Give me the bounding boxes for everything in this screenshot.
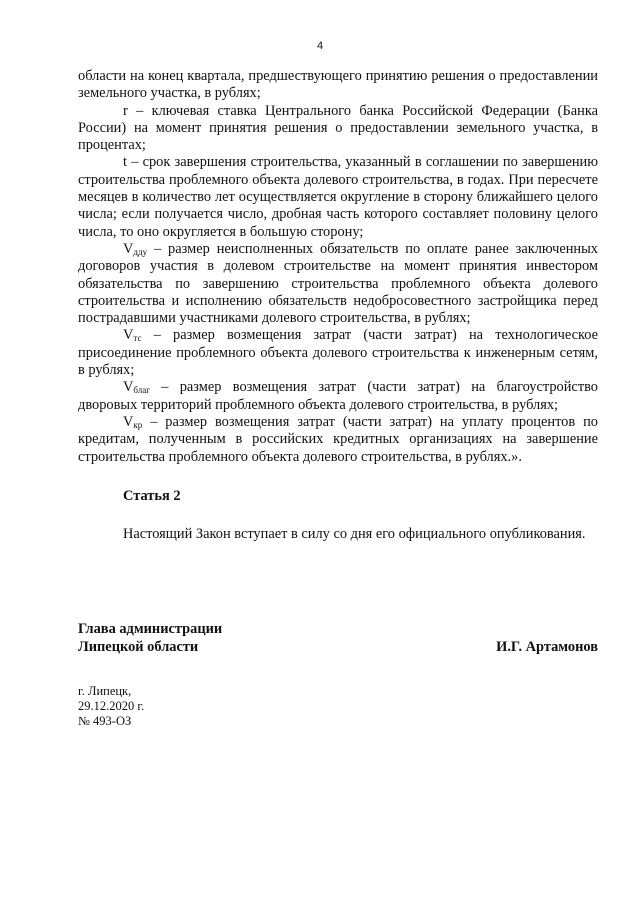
paragraph-vts-definition bbox=[78, 327, 598, 379]
footer-date: 29.12.2020 г. bbox=[78, 699, 145, 713]
paragraph-vblag-definition bbox=[78, 379, 598, 414]
variable-subscript: благ bbox=[133, 385, 150, 396]
footer-law-number: № 493-ОЗ bbox=[78, 714, 132, 728]
definition-text: – размер неисполненных обязательств по оплате ранее заключенных договоров участия в долевом строительстве на момент принятия инвестором обязательства по завершению строительства проблемного объекта долевого строительства и исполнению обязательств недобросовестного застройщика перед пострадавшими участниками долевого строительства, в рублях; bbox=[78, 240, 598, 327]
signatory-position-line2: Липецкой области bbox=[78, 639, 199, 655]
paragraph-r-definition: r – ключевая ставка Центрального банка Российской Федерации (Банка России) на момент принятия решения о предоставлении земельного участка, в процентах; bbox=[78, 102, 598, 154]
variable-symbol: V bbox=[123, 327, 134, 344]
variable-symbol: V bbox=[123, 240, 134, 257]
article-heading: Статья 2 bbox=[123, 487, 181, 504]
page-number: 4 bbox=[316, 40, 324, 52]
document-body bbox=[78, 68, 598, 543]
variable-subscript: тс bbox=[133, 333, 142, 344]
variable-subscript: дду bbox=[133, 246, 148, 257]
article-text: Настоящий Закон вступает в силу со дня его официального опубликования. bbox=[123, 526, 586, 543]
paragraph-continuation: области на конец квартала, предшествующего принятию решения о предоставлении земельного участка, в рублях; bbox=[78, 68, 598, 102]
signatory-name: И.Г. Артамонов bbox=[496, 639, 598, 655]
definition-text: – размер возмещения затрат (части затрат) на благоустройство дворовых территорий проблемного объекта долевого строительства, в рублях; bbox=[78, 379, 598, 413]
footer-city: г. Липецк, bbox=[78, 684, 132, 698]
paragraph-vkr-definition bbox=[78, 414, 598, 466]
definition-text: – размер возмещения затрат (части затрат) на уплату процентов по кредитам, полученным в российских кредитных организациях на завершение строительства проблемного объекта долевого строительства, в рублях.». bbox=[78, 413, 598, 465]
paragraph-vddu-definition bbox=[78, 241, 598, 327]
variable-subscript: кр bbox=[133, 419, 143, 430]
variable-symbol: V bbox=[123, 379, 134, 396]
variable-symbol: V bbox=[123, 413, 134, 430]
document-footer bbox=[78, 684, 144, 729]
definition-text: – размер возмещения затрат (части затрат) на технологическое присоединение проблемного объекта долевого строительства к инженерным сетям, в рублях; bbox=[78, 327, 598, 379]
signature-block bbox=[78, 620, 598, 656]
paragraph-t-definition: t – срок завершения строительства, указанный в соглашении по завершению строительства проблемного объекта долевого строительства, в годах. При пересчете месяцев в количество лет осуществляется округление в сторону ближайшего целого числа; если получается число, дробная часть которого составляет половину целого числа, то оно округляется в большую сторону; bbox=[78, 154, 598, 240]
signatory-position-line1: Глава администрации bbox=[78, 621, 223, 637]
